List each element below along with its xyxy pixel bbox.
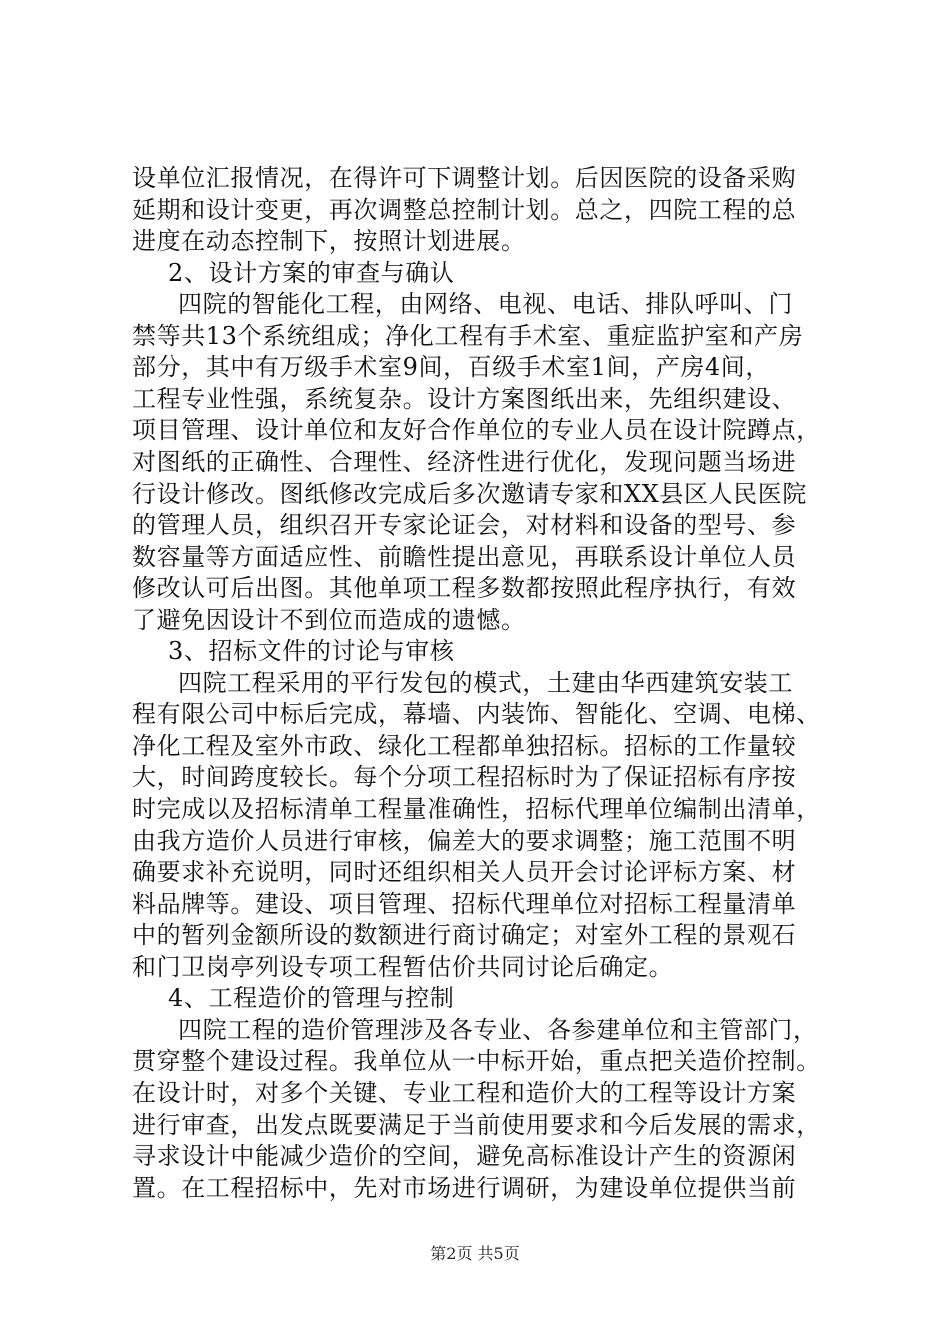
page-number-footer: 第2页 共5页 <box>430 1244 520 1263</box>
section-heading: 3、招标文件的讨论与审核 <box>168 637 455 665</box>
text-line: 部分，其中有万级手术室9间，百级手术室1间，产房4间， <box>132 353 771 381</box>
text-line: 修改认可后出图。其他单项工程多数都按照此程序执行，有效 <box>132 574 797 602</box>
text-line: 时完成以及招标清单工程量准确性，招标代理单位编制出清单， <box>132 795 821 823</box>
text-line: 置。在工程招标中，先对市场进行调研，为建设单位提供当前 <box>132 1174 797 1202</box>
text-line: 设单位汇报情况，在得许可下调整计划。后因医院的设备采购 <box>132 164 797 192</box>
text-line: 由我方造价人员进行审核，偏差大的要求调整；施工范围不明 <box>132 827 797 855</box>
text-line: 中的暂列金额所设的数额进行商讨确定；对室外工程的景观石 <box>132 921 797 949</box>
text-line: 大，时间跨度较长。每个分项工程招标时为了保证招标有序按 <box>132 763 797 791</box>
text-line: 和门卫岗亭列设专项工程暂估价共同讨论后确定。 <box>132 953 674 981</box>
text-line: 数容量等方面适应性、前瞻性提出意见，再联系设计单位人员 <box>132 543 797 571</box>
section-heading: 4、工程造价的管理与控制 <box>168 984 455 1012</box>
text-line: 四院工程的造价管理涉及各专业、各参建单位和主管部门， <box>178 1016 818 1044</box>
text-line: 四院的智能化工程，由网络、电视、电话、排队呼叫、门 <box>178 290 793 318</box>
text-line: 四院工程采用的平行发包的模式，土建由华西建筑安装工 <box>178 669 793 697</box>
text-line: 料品牌等。建设、项目管理、招标代理单位对招标工程量清单 <box>132 890 797 918</box>
text-line: 净化工程及室外市政、绿化工程都单独招标。招标的工作量较 <box>132 732 797 760</box>
text-line: 进度在动态控制下，按照计划进展。 <box>132 227 526 255</box>
text-line: 延期和设计变更，再次调整总控制计划。总之，四院工程的总 <box>132 196 797 224</box>
text-line: 在设计时，对多个关键、专业工程和造价大的工程等设计方案 <box>132 1079 797 1107</box>
text-line: 确要求补充说明，同时还组织相关人员开会讨论评标方案、材 <box>132 858 797 886</box>
text-line: 行设计修改。图纸修改完成后多次邀请专家和XX县区人民医院 <box>132 480 807 508</box>
text-line: 的管理人员，组织召开专家论证会，对材料和设备的型号、参 <box>132 511 797 539</box>
text-line: 工程专业性强，系统复杂。设计方案图纸出来，先组织建设、 <box>132 385 797 413</box>
text-line: 项目管理、设计单位和友好合作单位的专业人员在设计院蹲点， <box>132 416 821 444</box>
text-line: 程有限公司中标后完成，幕墙、内装饰、智能化、空调、电梯、 <box>132 700 821 728</box>
text-line: 寻求设计中能减少造价的空间，避免高标准设计产生的资源闲 <box>132 1142 797 1170</box>
text-line: 了避免因设计不到位而造成的遗憾。 <box>132 606 526 634</box>
text-line: 对图纸的正确性、合理性、经济性进行优化，发现问题当场进 <box>132 448 797 476</box>
section-heading: 2、设计方案的审查与确认 <box>168 259 455 287</box>
text-line: 禁等共13个系统组成；净化工程有手术室、重症监护室和产房 <box>132 322 804 350</box>
text-line: 贯穿整个建设过程。我单位从一中标开始，重点把关造价控制。 <box>132 1047 821 1075</box>
text-line: 进行审查，出发点既要满足于当前使用要求和今后发展的需求， <box>132 1111 821 1139</box>
